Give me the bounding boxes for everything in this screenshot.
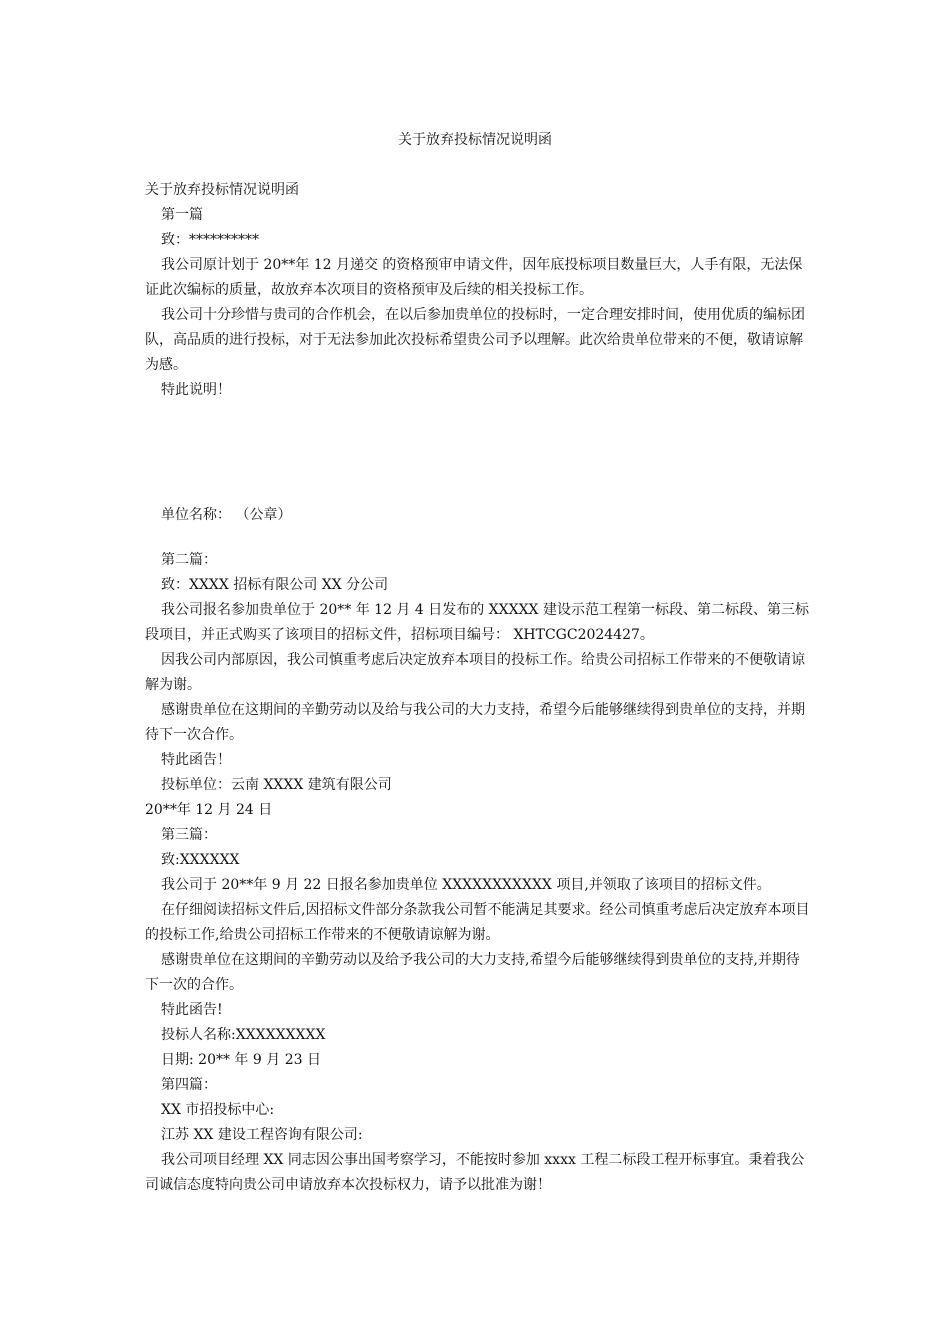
section-1-paragraph-2: 我公司十分珍惜与贵司的合作机会，在以后参加贵单位的投标时，一定合理安排时间，使用优质的编标团队，高品质的进行投标，对于无法参加此次投标希望贵公司予以理解。此次给贵单位带来的不便，敬请谅解为感。 [145,307,805,373]
document-body [145,178,810,1198]
section-2-addressee: 致：XXXX 招标有限公司 XX 分公司 [161,577,389,593]
section-3-paragraph-2: 在仔细阅读招标文件后,因招标文件部分条款我公司暂不能满足其要求。经公司慎重考虑后决定放弃本项目的投标工作,给贵公司招标工作带来的不便敬请谅解为谢。 [145,902,810,943]
page-title: 关于放弃投标情况说明函 [398,132,552,148]
section-3-date: 日期: 20** 年 9 月 23 日 [161,1052,321,1068]
section-4-title: 第四篇： [161,1077,217,1093]
section-3-title: 第三篇： [161,827,217,843]
section-spacer [145,528,810,548]
section-1-paragraph-1: 我公司原计划于 20**年 12 月递交 的资格预审申请文件，因年底投标项目数量巨大，人手有限，无法保证此次编标的质量，故放弃本次项目的资格预审及后续的相关投标工作。 [145,257,803,298]
section-1-title: 第一篇 [161,207,203,223]
section-4-paragraph-1: 我公司项目经理 XX 同志因公事出国考察学习，不能按时参加 xxxx 工程二标段工程开标事宜。秉着我公司诚信态度特向贵公司申请放弃本次投标权力，请予以批准为谢！ [145,1152,805,1193]
section-1-closing: 特此说明！ [161,382,231,398]
document-heading: 关于放弃投标情况说明函 [145,182,299,198]
section-2-date: 20**年 12 月 24 日 [145,802,273,818]
section-2-paragraph-3: 感谢贵单位在这期间的辛勤劳动以及给与我公司的大力支持，希望今后能够继续得到贵单位的支持，并期待下一次合作。 [145,702,805,743]
section-3-closing: 特此函告! [161,1002,223,1018]
section-2-closing: 特此函告！ [161,752,231,768]
section-3-paragraph-1: 我公司于 20**年 9 月 22 日报名参加贵单位 XXXXXXXXXXX 项目,并领取了该项目的招标文件。 [161,877,771,893]
section-4-addressee-2: 江苏 XX 建设工程咨询有限公司: [161,1127,363,1143]
section-3-paragraph-3: 感谢贵单位在这期间的辛勤劳动以及给予我公司的大力支持,希望今后能够继续得到贵单位的支持,并期待下一次的合作。 [145,952,800,993]
section-3-addressee: 致:XXXXXX [161,852,240,868]
section-1-signature: 单位名称： （公章） [161,507,292,523]
section-2-paragraph-1: 我公司报名参加贵单位于 20** 年 12 月 4 日发布的 XXXXX 建设示范工程第一标段、第二标段、第三标段项目，并正式购买了该项目的招标文件，招标项目编号： XHTCGC2024427。 [145,602,809,643]
section-2-paragraph-2: 因我公司内部原因，我公司慎重考虑后决定放弃本项目的投标工作。给贵公司招标工作带来的不便敬请谅解为谢。 [145,652,805,693]
signature-space [145,403,810,503]
section-4-addressee-1: XX 市招投标中心: [161,1102,275,1118]
section-2-title: 第二篇： [161,552,217,568]
section-3-bidder: 投标人名称:XXXXXXXXX [161,1027,326,1043]
section-2-bidder: 投标单位：云南 XXXX 建筑有限公司 [161,777,392,793]
section-1-addressee: 致：********** [161,232,259,248]
